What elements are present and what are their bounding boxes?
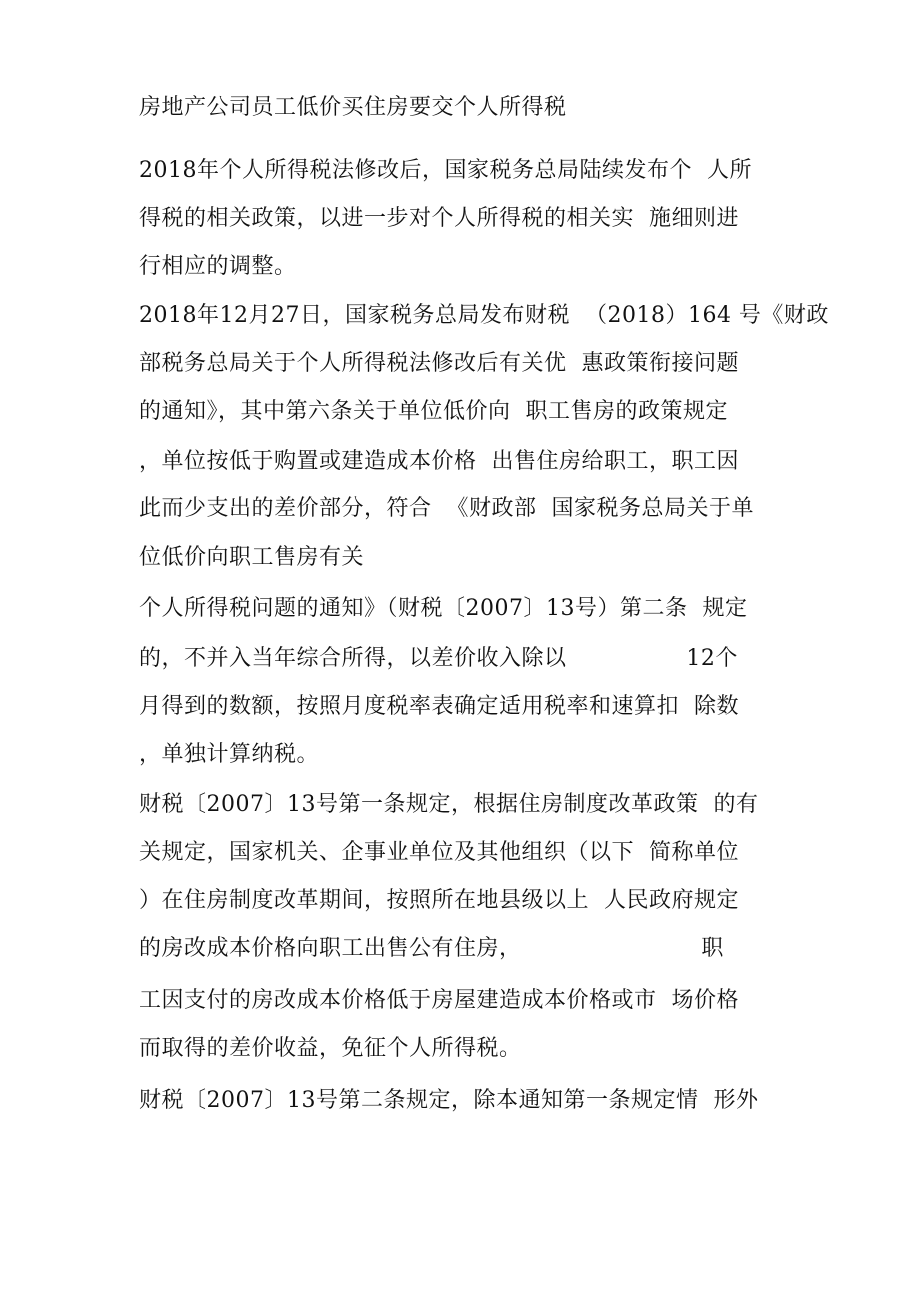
text-line: 的通知》，其中第六条关于单位低价向 职工售房的政策规定 bbox=[139, 399, 728, 424]
text-line: 关规定，国家机关、企事业单位及其他组织（以下 简称单位 bbox=[139, 840, 739, 865]
text-line: 个人所得税问题的通知》（财税〔2007〕13号）第二条 规定 bbox=[139, 596, 748, 621]
text-line: ，单独计算纳税。 bbox=[139, 742, 320, 767]
text-line: 部税务总局关于个人所得税法修改后有关优 惠政策衔接问题 bbox=[139, 351, 739, 376]
text-line: 而取得的差价收益，免征个人所得税。 bbox=[139, 1036, 522, 1061]
text-line: 财税〔2007〕13号第一条规定，根据住房制度改革政策 的有 bbox=[139, 792, 759, 817]
text-line: 2018年个人所得税法修改后，国家税务总局陆续发布个 人所 bbox=[139, 158, 752, 183]
text-line: 的，不并入当年综合所得，以差价收入除以 12个 bbox=[139, 646, 738, 671]
text-line: 位低价向职工售房有关 bbox=[139, 545, 365, 570]
text-line: ，单位按低于购置或建造成本价格 出售住房给职工，职工因 bbox=[139, 449, 739, 474]
text-line: 工因支付的房改成本价格低于房屋建造成本价格或市 场价格 bbox=[139, 988, 739, 1013]
text-line: 2018年12月27日，国家税务总局发布财税 （2018）164 号《财政 bbox=[139, 303, 829, 328]
text-line: 行相应的调整。 bbox=[139, 254, 297, 279]
text-line: 的房改成本价格向职工出售公有住房， 职 bbox=[139, 936, 724, 961]
text-line: ）在住房制度改革期间，按照所在地县级以上 人民政府规定 bbox=[139, 888, 739, 913]
text-line: 财税〔2007〕13号第二条规定，除本通知第一条规定情 形外 bbox=[139, 1088, 759, 1113]
text-line: 月得到的数额，按照月度税率表确定适用税率和速算扣 除数 bbox=[139, 694, 739, 719]
text-line: 得税的相关政策，以进一步对个人所得税的相关实 施细则进 bbox=[139, 206, 739, 231]
document-title: 房地产公司员工低价买住房要交个人所得税 bbox=[139, 95, 567, 120]
text-line: 此而少支出的差价部分，符合 《财政部 国家税务总局关于单 bbox=[139, 496, 754, 521]
